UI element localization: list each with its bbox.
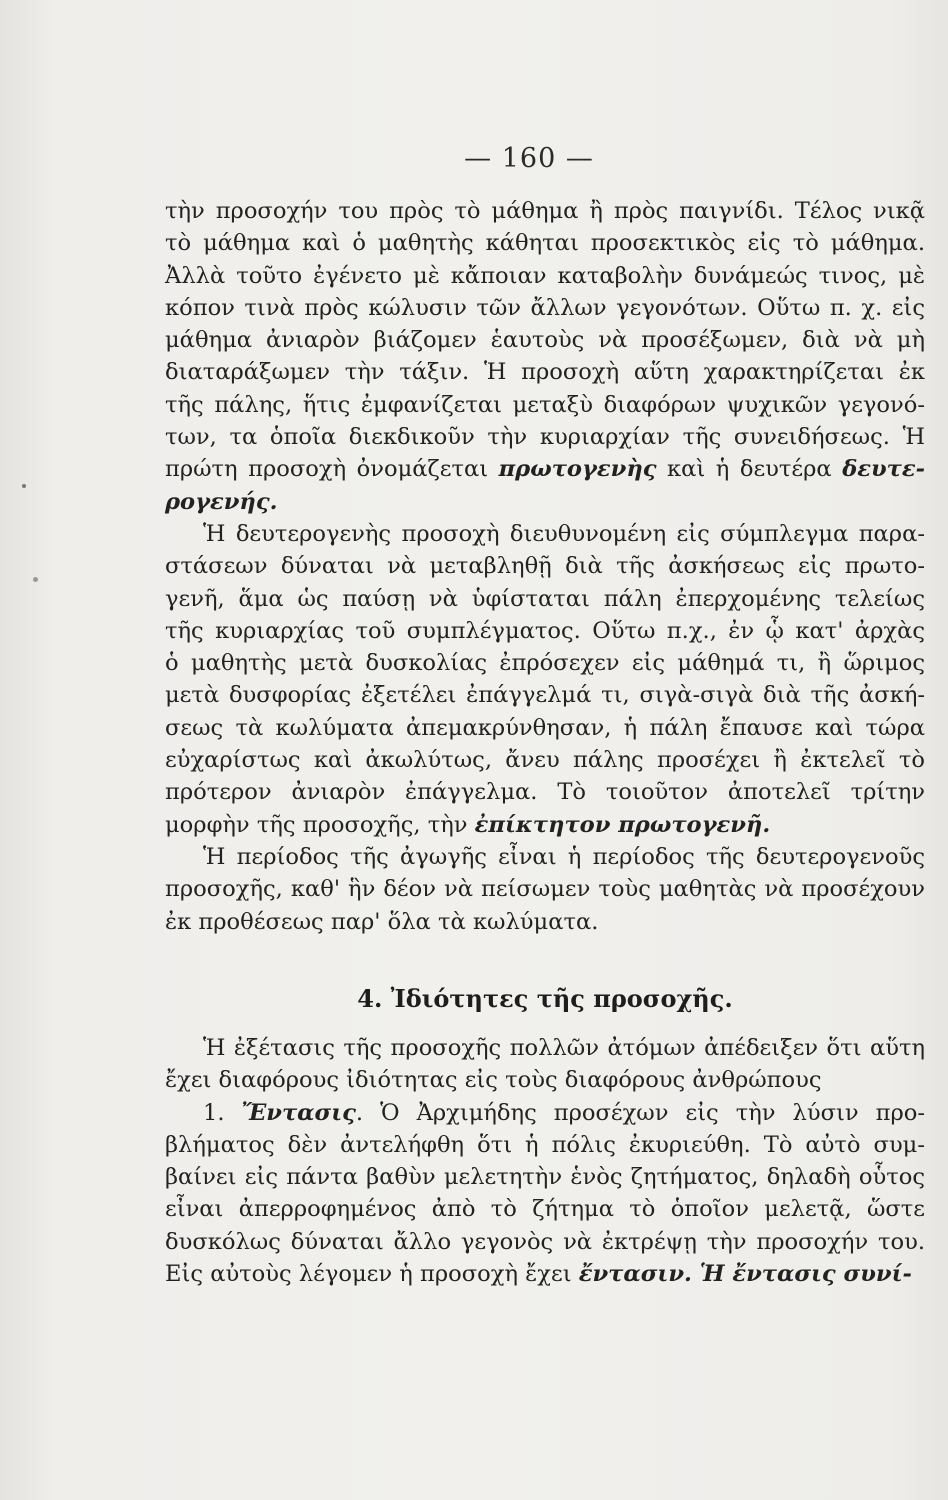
text-line — [165, 518, 925, 550]
text-line — [165, 421, 925, 453]
text-line — [165, 1226, 925, 1258]
text-line — [165, 712, 925, 744]
text-run: βλήματος δὲν ἀντελήφθη ὅτι ἡ πόλις ἐκυριεύθη. Τὸ αὐτὸ συμ- — [165, 1131, 925, 1158]
text-run: σεως τὰ κωλύματα ἀπεμακρύνθησαν, ἡ πάλη ἔπαυσε καὶ τώρα — [165, 714, 925, 741]
text-run: Ἡ δευτερογενὴς προσοχὴ διευθυνομένη εἰς σύμπλεγμα παρα- — [203, 520, 925, 547]
text-line — [165, 550, 925, 582]
text-line — [165, 1193, 925, 1225]
text-run: δυσκόλως δύναται ἄλλο γεγονὸς νὰ ἐκτρέψῃ τὴν προσοχήν του. — [165, 1228, 925, 1255]
text-run: ὁ μαθητὴς μετὰ δυσκολίας ἐπρόσεχεν εἰς μάθημά τι, ἢ ὥριμος — [165, 650, 925, 677]
text-run: μάθημα ἀνιαρὸν βιάζομεν ἑαυτοὺς νὰ προσέξωμεν, διὰ νὰ μὴ — [165, 327, 925, 354]
text-run: καὶ ἡ δευτέρα — [656, 456, 843, 483]
text-line — [165, 195, 925, 227]
text-line — [165, 1064, 925, 1096]
text-line — [165, 1161, 925, 1193]
text-line — [165, 679, 925, 711]
text-line — [165, 486, 925, 518]
text-run: ἐκ προθέσεως παρ' ὅλα τὰ κωλύματα. — [165, 908, 599, 935]
text-line — [165, 744, 925, 776]
text-run: τῆς κυριαρχίας τοῦ συμπλέγματος. Οὕτω π.χ., ἐν ᾧ κατ' ἀρχὰς — [165, 617, 925, 644]
text-line — [165, 1032, 925, 1064]
body-text-section-2 — [165, 1032, 925, 1290]
text-run: Εἰς αὐτοὺς λέγομεν ἡ προσοχὴ ἔχει — [165, 1261, 579, 1288]
text-run: ἔχει διαφόρους ἰδιότητας εἰς τοὺς διαφόρους ἀνθρώπους — [165, 1067, 822, 1094]
text-line — [165, 615, 925, 647]
text-run: εἶναι ἀπερροφημένος ἀπὸ τὸ ζήτημα τὸ ὁποῖον μελετᾷ, ὥστε — [165, 1196, 925, 1223]
text-line — [165, 647, 925, 679]
text-run: Ἀλλὰ τοῦτο ἐγένετο μὲ κἄποιαν καταβολὴν δυνάμεώς τινος, μὲ — [165, 262, 925, 289]
text-line — [165, 324, 925, 356]
scan-speck — [22, 484, 26, 488]
text-run: πρώτη προσοχὴ ὀνομάζεται — [165, 456, 499, 483]
text-run: μετὰ δυσφορίας ἐξετέλει ἐπάγγελμά τι, σιγὰ-σιγὰ διὰ τῆς ἀσκή- — [165, 682, 925, 709]
text-run: τὴν προσοχήν του πρὸς τὸ μάθημα ἢ πρὸς παιγνίδι. Τέλος νικᾷ — [165, 198, 925, 224]
page-number: — 160 — — [464, 143, 594, 174]
text-run: βαίνει εἰς πάντα βαθὺν μελετητὴν ἑνὸς ζητήματος, δηλαδὴ οὗτος — [165, 1164, 925, 1191]
text-line — [165, 453, 925, 485]
text-line — [165, 906, 925, 938]
text-line — [165, 260, 925, 292]
text-line — [165, 389, 925, 421]
emphasized-term: Ἔντασις — [241, 1099, 356, 1126]
text-line — [165, 1097, 925, 1129]
text-line — [165, 841, 925, 873]
section-heading: 4. Ἰδιότητες τῆς προσοχῆς. — [357, 984, 733, 1013]
text-line — [165, 776, 925, 808]
text-run: τῆς πάλης, ἥτις ἐμφανίζεται μεταξὺ διαφόρων ψυχικῶν γεγονό- — [165, 391, 925, 418]
text-run: των, τα ὁποῖα διεκδικοῦν τὴν κυριαρχίαν τῆς συνειδήσεως. Ἡ — [165, 424, 925, 451]
text-line — [165, 1129, 925, 1161]
text-line — [165, 1258, 925, 1290]
text-run: στάσεων δύναται νὰ μεταβληθῇ διὰ τῆς ἀσκήσεως εἰς πρωτο- — [165, 553, 925, 580]
text-run: εὐχαρίστως καὶ ἀκωλύτως, ἄνευ πάλης προσέχει ἢ ἐκτελεῖ τὸ — [165, 747, 925, 774]
text-run: . Ὁ Ἀρχιμήδης προσέχων εἰς τὴν λύσιν προ- — [355, 1099, 925, 1126]
emphasized-term: ἔντασιν. Ἡ ἔντασις συνί- — [578, 1261, 912, 1288]
text-run: Ἡ περίοδος τῆς ἀγωγῆς εἶναι ἡ περίοδος τῆς δευτερογενοῦς — [203, 843, 925, 870]
text-line — [165, 873, 925, 905]
text-line — [165, 292, 925, 324]
text-run: μορφὴν τῆς προσοχῆς, τὴν — [165, 811, 475, 838]
text-run: διαταράξωμεν τὴν τάξιν. Ἡ προσοχὴ αὕτη χαρακτηρίζεται ἐκ — [165, 359, 925, 386]
body-text-section-1 — [165, 195, 925, 938]
text-line — [165, 356, 925, 388]
scan-speck — [33, 577, 38, 582]
emphasized-term: ἐπίκτητον πρωτογενῆ. — [474, 811, 771, 838]
text-run: γενῆ, ἅμα ὡς παύσῃ νὰ ὑφίσταται πάλη ἐπερχομένης τελείως — [165, 585, 925, 612]
emphasized-term: δευτε- — [842, 456, 925, 483]
text-line — [165, 583, 925, 615]
text-run: προσοχῆς, καθ' ἣν δέον νὰ πείσωμεν τοὺς μαθητὰς νὰ προσέχουν — [165, 876, 925, 903]
emphasized-term: ρογενής. — [165, 488, 278, 515]
text-run: Ἡ ἐξέτασις τῆς προσοχῆς πολλῶν ἀτόμων ἀπέδειξεν ὅτι αὕτη — [203, 1035, 925, 1061]
text-run: 1. — [203, 1099, 242, 1126]
emphasized-term: πρωτογενὴς — [498, 456, 657, 483]
text-line — [165, 227, 925, 259]
text-line — [165, 809, 925, 841]
text-run: κόπον τινὰ πρὸς κώλυσιν τῶν ἄλλων γεγονότων. Οὕτω π. χ. εἰς — [165, 294, 925, 321]
text-run: πρότερον ἀνιαρὸν ἐπάγγελμα. Τὸ τοιοῦτον ἀποτελεῖ τρίτην — [165, 779, 925, 806]
text-run: τὸ μάθημα καὶ ὁ μαθητὴς κάθηται προσεκτικὸς εἰς τὸ μάθημα. — [165, 230, 925, 257]
